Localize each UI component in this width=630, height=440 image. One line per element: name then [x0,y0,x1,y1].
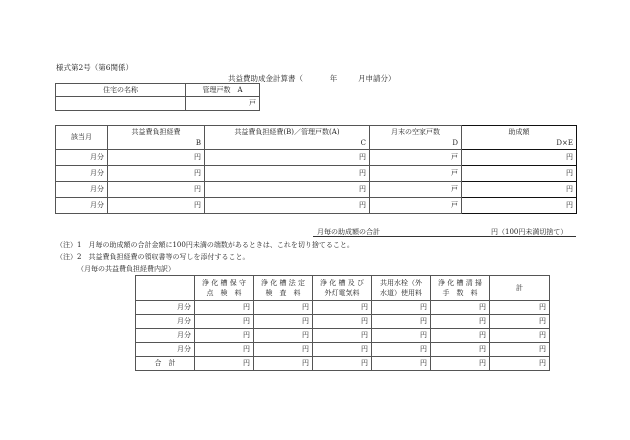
cleaning-line2: 手 数 料 [442,288,478,297]
breakdown-row [136,301,550,315]
breakdown-total-cell[interactable]: 円 [372,357,431,371]
breakdown-cell[interactable]: 円 [372,343,431,357]
calc-month[interactable]: 月分 [56,198,108,214]
breakdown-row-label[interactable]: 月分 [136,329,195,343]
calc-grant[interactable]: 円 [462,198,577,214]
breakdown-total-cell[interactable]: 円 [254,357,313,371]
calc-month[interactable]: 月分 [56,166,108,182]
calc-cost[interactable]: 円 [108,198,205,214]
grant-header-letter: D×E [556,139,573,147]
breakdown-cell[interactable]: 円 [490,301,550,315]
breakdown-cell[interactable]: 円 [254,329,313,343]
calc-row [56,198,577,214]
housing-table [55,83,260,111]
breakdown-row [136,315,550,329]
calc-vacant[interactable]: 戸 [370,198,462,214]
breakdown-cell[interactable]: 円 [313,329,372,343]
title-year-unit: 年 [329,74,338,83]
title-main: 共益費助成金計算書（ [228,74,303,83]
breakdown-cell[interactable]: 円 [313,301,372,315]
calc-grant[interactable]: 円 [462,166,577,182]
col-header-cost [108,126,205,150]
breakdown-header-total: 計 [490,276,550,301]
calc-per-unit[interactable]: 円 [205,150,370,166]
breakdown-table [135,275,550,371]
note-1: （注）1 月毎の助成額の合計金額に100円未満の端数があるときは、これを切り捨てること。 [56,241,354,249]
breakdown-row-label[interactable]: 月分 [136,315,195,329]
housing-name-header: 住宅の名称 [56,84,186,97]
breakdown-total-cell[interactable]: 円 [195,357,254,371]
col-header-per-unit [205,126,370,150]
water-line2: 水道）使用料 [380,288,422,297]
housing-units-field[interactable]: 戸 [186,97,260,111]
cost-header-letter: B [195,139,201,147]
breakdown-cell[interactable]: 円 [490,329,550,343]
col-header-grant [462,126,577,150]
electricity-line2: 外灯電気料 [324,288,360,297]
per-unit-header-letter: C [360,139,366,147]
breakdown-cell[interactable]: 円 [431,301,490,315]
monthly-total-value: 円（100円未満切捨て） [491,228,568,236]
breakdown-row-label[interactable]: 月分 [136,343,195,357]
breakdown-corner [136,276,195,301]
calc-vacant[interactable]: 戸 [370,166,462,182]
calc-vacant[interactable]: 戸 [370,182,462,198]
water-line1: 共用水栓（外 [380,278,422,287]
housing-units-header: 管理戸数 A [186,84,260,97]
inspection-line2: 検 査 料 [265,288,301,297]
breakdown-cell[interactable]: 円 [490,343,550,357]
housing-name-field[interactable] [56,97,186,111]
breakdown-header-water [372,276,431,301]
calc-cost[interactable]: 円 [108,182,205,198]
breakdown-cell[interactable]: 円 [195,301,254,315]
calc-row [56,182,577,198]
breakdown-total-row [136,357,550,371]
breakdown-cell[interactable]: 円 [431,315,490,329]
breakdown-caption: （月毎の共益費負担経費内訳） [77,265,175,273]
calc-grant[interactable]: 円 [462,150,577,166]
breakdown-cell[interactable]: 円 [372,315,431,329]
breakdown-cell[interactable]: 円 [254,343,313,357]
inspection-line1: 浄 化 槽 法 定 [261,278,305,287]
calc-vacant[interactable]: 戸 [370,150,462,166]
breakdown-header-cleaning [431,276,490,301]
breakdown-cell[interactable]: 円 [195,343,254,357]
calc-grant[interactable]: 円 [462,182,577,198]
vacant-header-label: 月末の空家戸数 [391,128,440,136]
electricity-line1: 浄 化 槽 及 び [320,278,364,287]
breakdown-header-electricity [313,276,372,301]
col-header-vacant [370,126,462,150]
maintenance-line1: 浄 化 槽 保 守 [202,278,246,287]
breakdown-cell[interactable]: 円 [254,301,313,315]
form-number: 様式第2号（第6関係） [56,63,134,72]
calc-per-unit[interactable]: 円 [205,182,370,198]
calc-month[interactable]: 月分 [56,182,108,198]
breakdown-row [136,329,550,343]
calc-per-unit[interactable]: 円 [205,198,370,214]
monthly-total-line [313,227,576,237]
note-2: （注）2 共益費負担経費の領収書等の写しを添付すること。 [56,253,250,261]
breakdown-total-cell[interactable]: 円 [313,357,372,371]
title-month-unit: 月申請分） [358,74,396,83]
calc-row [56,166,577,182]
calc-per-unit[interactable]: 円 [205,166,370,182]
breakdown-cell[interactable]: 円 [372,329,431,343]
breakdown-cell[interactable]: 円 [195,315,254,329]
calc-cost[interactable]: 円 [108,150,205,166]
breakdown-total-label: 合 計 [136,357,195,371]
breakdown-cell[interactable]: 円 [372,301,431,315]
breakdown-cell[interactable]: 円 [490,315,550,329]
calc-table [55,125,577,214]
monthly-total-label: 月毎の助成額の合計 [317,228,380,236]
calc-month[interactable]: 月分 [56,150,108,166]
cost-header-label: 共益費負担経費 [131,128,181,136]
breakdown-total-cell[interactable]: 円 [490,357,550,371]
breakdown-row [136,343,550,357]
breakdown-cell[interactable]: 円 [431,343,490,357]
per-unit-header-label: 共益費負担経費(B)／管理戸数(A) [234,128,340,136]
maintenance-line2: 点 検 料 [206,288,242,297]
calc-row [56,150,577,166]
breakdown-cell[interactable]: 円 [254,315,313,329]
breakdown-header-maintenance [195,276,254,301]
breakdown-cell[interactable]: 円 [313,315,372,329]
breakdown-header-inspection [254,276,313,301]
grant-header-label: 助成額 [508,128,530,136]
breakdown-total-cell[interactable]: 円 [431,357,490,371]
breakdown-cell[interactable]: 円 [195,329,254,343]
breakdown-cell[interactable]: 円 [313,343,372,357]
cleaning-line1: 浄 化 槽 清 掃 [438,278,482,287]
breakdown-row-label[interactable]: 月分 [136,301,195,315]
breakdown-cell[interactable]: 円 [431,329,490,343]
col-header-month: 該当月 [56,126,108,150]
calc-cost[interactable]: 円 [108,166,205,182]
vacant-header-letter: D [452,139,458,147]
